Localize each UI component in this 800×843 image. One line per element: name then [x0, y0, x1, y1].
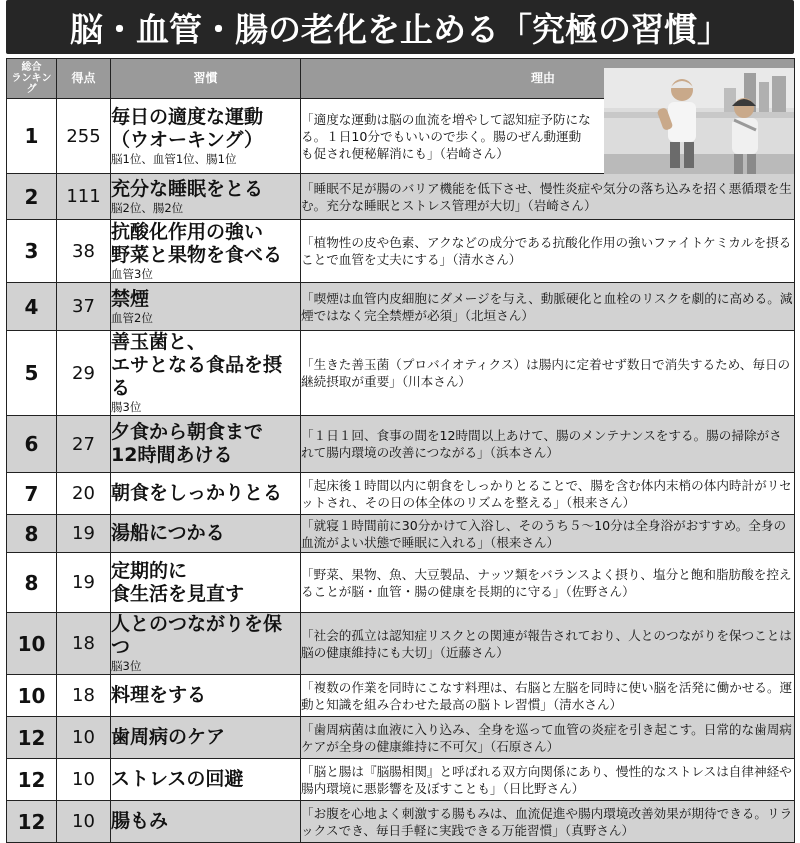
rank-cell: 12: [7, 759, 57, 801]
reason-text: 「適度な運動は脳の血流を増やして認知症予防になる。１日10分でもいいので歩く。腸のぜん動運動も促され便秘解消にも」（岩崎さん）: [301, 111, 591, 161]
reason-cell: [301, 515, 795, 553]
habit-name: 湯船につかる: [111, 522, 225, 544]
table-row: [7, 331, 795, 416]
reason-cell: [301, 473, 795, 515]
reason-cell: [301, 675, 795, 717]
photo-elderly-couple-walking: [604, 68, 794, 174]
score-cell: 18: [57, 613, 111, 675]
reason-text: 「脳と腸は『脳腸相関』と呼ばれる双方向関係にあり、慢性的なストレスは自律神経や腸内環境に悪影響を及ぼすことも」（日比野さん）: [301, 763, 792, 796]
score-cell: 37: [57, 283, 111, 331]
rank-cell: 8: [7, 515, 57, 553]
table-row: [7, 283, 795, 331]
table-body: [7, 99, 795, 843]
header-rank: 総合 ランキング: [7, 59, 57, 99]
score-cell: 19: [57, 515, 111, 553]
habit-category-ranks: 脳2位、腸2位: [111, 200, 184, 215]
table-row: [7, 717, 795, 759]
header-habit: 習慣: [111, 59, 301, 99]
habit-cell: [111, 283, 301, 331]
reason-text: 「睡眠不足が腸のバリア機能を低下させ、慢性炎症や気分の落ち込みを招く悪循環を生む。充分な睡眠とストレス管理が大切」（岩崎さん）: [301, 180, 792, 213]
ranking-table: [6, 58, 795, 843]
table-row: [7, 801, 795, 843]
habit-name: 腸もみ: [111, 810, 169, 832]
reason-text: 「お腹を心地よく刺激する腸もみは、血流促進や腸内環境改善効果が期待できる。リラックスでき、毎日手軽に実践できる万能習慣」（真野さん）: [301, 805, 793, 838]
score-cell: 111: [57, 174, 111, 220]
score-cell: 27: [57, 416, 111, 473]
habit-name: 夕食から朝食まで 12時間あける: [111, 421, 264, 466]
habit-cell: [111, 99, 301, 174]
score-cell: 20: [57, 473, 111, 515]
habit-name: 毎日の適度な運動 （ウオーキング）: [111, 105, 264, 151]
page-title: [6, 0, 794, 54]
reason-text: 「複数の作業を同時にこなす料理は、右脳と左脳を同時に使い脳を活発に働かせる。運動と知識を組み合わせた最高の脳トレ習慣」（清水さん）: [301, 679, 793, 712]
habit-cell: [111, 416, 301, 473]
table-row: [7, 675, 795, 717]
reason-cell: [301, 553, 795, 613]
rank-cell: 4: [7, 283, 57, 331]
reason-cell: [301, 613, 795, 675]
rank-cell: 10: [7, 675, 57, 717]
reason-text: 「植物性の皮や色素、アクなどの成分である抗酸化作用の強いファイトケミカルを摂ることで血管を丈夫にする」（清水さん）: [301, 235, 792, 267]
rank-cell: 10: [7, 613, 57, 675]
habit-name: 善玉菌と、 エサとなる食品を摂る: [111, 331, 283, 399]
habit-category-ranks: 腸3位: [111, 400, 142, 414]
reason-text: 「歯周病菌は血液に入り込み、全身を巡って血管の炎症を引き起こす。日常的な歯周病ケアが全身の健康維持に不可欠」（石原さん）: [301, 721, 792, 754]
habit-cell: [111, 759, 301, 801]
score-cell: 18: [57, 675, 111, 717]
habit-name: 禁煙: [111, 287, 150, 310]
reason-cell: [301, 801, 795, 843]
score-cell: 10: [57, 717, 111, 759]
score-cell: 10: [57, 759, 111, 801]
habit-cell: [111, 515, 301, 553]
habit-cell: [111, 331, 301, 416]
rank-cell: 8: [7, 553, 57, 613]
habit-cell: [111, 220, 301, 283]
habit-category-ranks: 脳3位: [111, 659, 142, 673]
table-row: [7, 553, 795, 613]
table-row: [7, 416, 795, 473]
habit-cell: [111, 553, 301, 613]
reason-cell: [301, 759, 795, 801]
habit-category-ranks: 血管2位: [111, 310, 153, 325]
rank-cell: 12: [7, 801, 57, 843]
habit-category-ranks: 脳1位、血管1位、腸1位: [111, 151, 237, 166]
reason-cell: [301, 717, 795, 759]
reason-cell: [301, 220, 795, 283]
habit-cell: [111, 473, 301, 515]
table-row: [7, 515, 795, 553]
habit-name: 料理をする: [111, 684, 207, 706]
reason-text: 「喫煙は血管内皮細胞にダメージを与え、動脈硬化と血栓のリスクを劇的に高める。減煙ではなく完全禁煙が必須」（北垣さん）: [301, 290, 793, 323]
reason-text: 「就寝１時間前に30分かけて入浴し、そのうち５～10分は全身浴がおすすめ。全身の血流がよい状態で睡眠に入れる」（根来さん）: [301, 517, 787, 550]
habit-name: ストレスの回避: [111, 768, 244, 790]
habit-name: 充分な睡眠をとる: [111, 177, 264, 200]
header-reason: 理由: [301, 59, 795, 99]
table-row: [7, 759, 795, 801]
rank-cell: 1: [7, 99, 57, 174]
habit-cell: [111, 801, 301, 843]
score-cell: 19: [57, 553, 111, 613]
title-highlight: 「究極の習慣」: [499, 9, 730, 49]
habit-name: 人とのつながりを保つ: [111, 613, 283, 658]
reason-cell: [301, 331, 795, 416]
habit-category-ranks: 血管3位: [111, 266, 153, 281]
reason-cell: [301, 174, 795, 220]
habit-cell: [111, 717, 301, 759]
rank-cell: 7: [7, 473, 57, 515]
header-score: 得点: [57, 59, 111, 99]
title-main: 脳・血管・腸の老化を止める: [70, 9, 499, 49]
photo-illustration: [604, 68, 794, 174]
habit-cell: [111, 613, 301, 675]
table-row: [7, 220, 795, 283]
reason-cell: [301, 283, 795, 331]
reason-text: 「起床後１時間以内に朝食をしっかりとることで、腸を含む体内末梢の体内時計がリセットされ、その日の体全体のリズムを整える」（根来さん）: [301, 477, 792, 510]
reason-text: 「社会的孤立は認知症リスクとの関連が報告されており、人とのつながりを保つことは脳の健康維持にも大切」（近藤さん）: [301, 627, 792, 660]
rank-cell: 3: [7, 220, 57, 283]
reason-text: 「１日１回、食事の間を12時間以上あけて、腸のメンテナンスをする。腸の掃除がされて腸内環境の改善につながる」（浜本さん）: [301, 428, 782, 460]
score-cell: 29: [57, 331, 111, 416]
score-cell: 255: [57, 99, 111, 174]
habit-name: 歯周病のケア: [111, 726, 226, 748]
rank-cell: 5: [7, 331, 57, 416]
habit-cell: [111, 174, 301, 220]
score-cell: 10: [57, 801, 111, 843]
habit-cell: [111, 675, 301, 717]
reason-text: 「野菜、果物、魚、大豆製品、ナッツ類をバランスよく摂り、塩分と飽和脂肪酸を控えることが脳・血管・腸の健康を長期的に守る」（佐野さん）: [301, 566, 792, 599]
score-cell: 38: [57, 220, 111, 283]
rank-cell: 12: [7, 717, 57, 759]
table-row: [7, 174, 795, 220]
rank-cell: 6: [7, 416, 57, 473]
table-row: [7, 613, 795, 675]
habit-name: 抗酸化作用の強い 野菜と果物を食べる: [111, 220, 283, 266]
rank-cell: 2: [7, 174, 57, 220]
reason-text: 「生きた善玉菌（プロバイオティクス）は腸内に定着せず数日で消失するため、毎日の継続摂取が重要」（川本さん）: [301, 357, 791, 389]
habit-name: 定期的に 食生活を見直す: [111, 559, 245, 605]
reason-cell: [301, 416, 795, 473]
habit-name: 朝食をしっかりとる: [111, 482, 283, 504]
table-row: [7, 473, 795, 515]
